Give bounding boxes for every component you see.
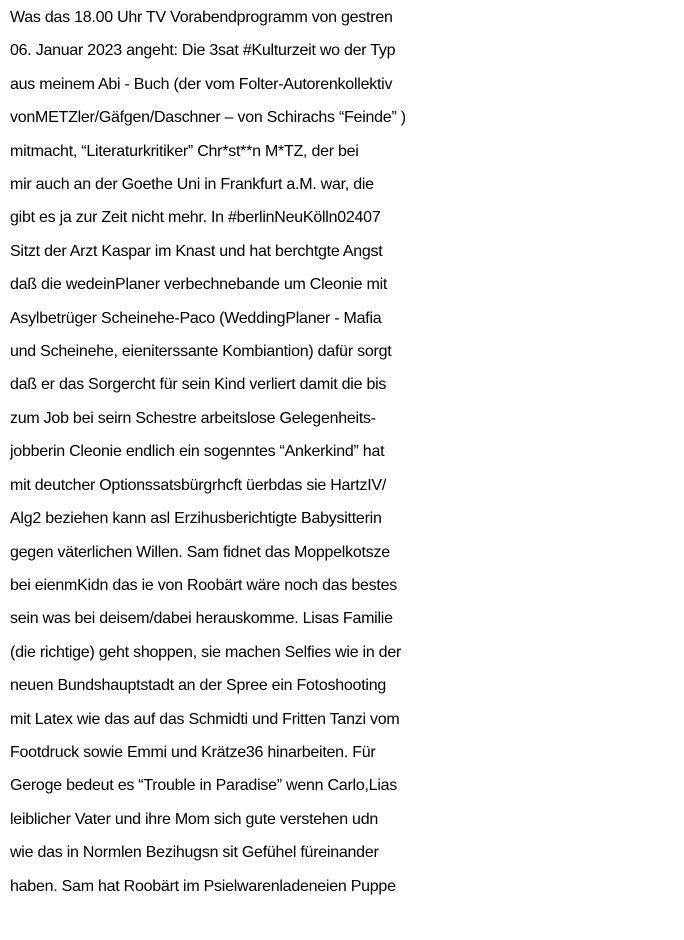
text-line: Asylbetrüger Scheinehe-Paco (WeddingPlaner - Mafia — [10, 309, 382, 327]
text-line: Footdruck sowie Emmi und Krätze36 hinarbeiten. Für — [10, 743, 376, 761]
text-line: leiblicher Vater und ihre Mom sich gute verstehen udn — [10, 810, 378, 828]
text-line: zum Job bei seirn Schestre arbeitslose Gelegenheits- — [10, 409, 376, 427]
text-line: gegen väterlichen Willen. Sam fidnet das Moppelkotsze — [10, 543, 390, 561]
text-line: gibt es ja zur Zeit nicht mehr. In #berlinNeuKölln02407 — [10, 209, 381, 227]
text-line: (die richtige) geht shoppen, sie machen Selfies wie in der — [10, 643, 402, 661]
text-line: jobberin Cleonie endlich ein sogenntes “Ankerkind” hat — [10, 443, 385, 461]
text-line: neuen Bundshauptstadt an der Spree ein Fotoshooting — [10, 677, 386, 695]
text-line: mitmacht, “Literaturkritiker” Chr*st**n M*TZ, der bei — [10, 142, 359, 160]
text-line: bei eienmKidn das ie von Roobärt wäre noch das bestes — [10, 576, 397, 594]
text-line: aus meinem Abi - Buch (der vom Folter-Autorenkollektiv — [10, 75, 393, 93]
text-line: Alg2 beziehen kann asl Erzihusberichtigte Babysitterin — [10, 510, 382, 528]
text-line: mir auch an der Goethe Uni in Frankfurt a.M. war, die — [10, 176, 374, 194]
text-line: sein was bei deisem/dabei herauskomme. Lisas Familie — [10, 610, 393, 628]
text-line: Geroge bedeut es “Trouble in Paradise” wenn Carlo,Lias — [10, 777, 398, 795]
text-line: vonMETZler/Gäfgen/Daschner – von Schirachs “Feinde” ) — [10, 109, 406, 127]
text-line: 06. Januar 2023 angeht: Die 3sat #Kulturzeit wo der Typ — [10, 42, 396, 60]
text-line: mit Latex wie das auf das Schmidti und Fritten Tanzi vom — [10, 710, 400, 728]
document-body — [10, 1, 682, 903]
text-line: wie das in Normlen Bezihugsn sit Gefühel füreinander — [10, 844, 379, 862]
text-line: daß die wedeinPlaner verbechnebande um Cleonie mit — [10, 276, 388, 294]
text-line: mit deutcher Optionssatsbürgrhcft üerbdas sie HartzIV/ — [10, 476, 387, 494]
text-line: Sitzt der Arzt Kaspar im Knast und hat berchtgte Angst — [10, 242, 383, 260]
text-line: Was das 18.00 Uhr TV Vorabendprogramm von gestren — [10, 9, 393, 26]
text-line: und Scheinehe, eieniterssante Kombiantion) dafür sorgt — [10, 343, 392, 361]
text-line: daß er das Sorgercht für sein Kind verliert damit die bis — [10, 376, 387, 394]
text-line: haben. Sam hat Roobärt im Psielwarenladeneien Puppe — [10, 877, 396, 895]
